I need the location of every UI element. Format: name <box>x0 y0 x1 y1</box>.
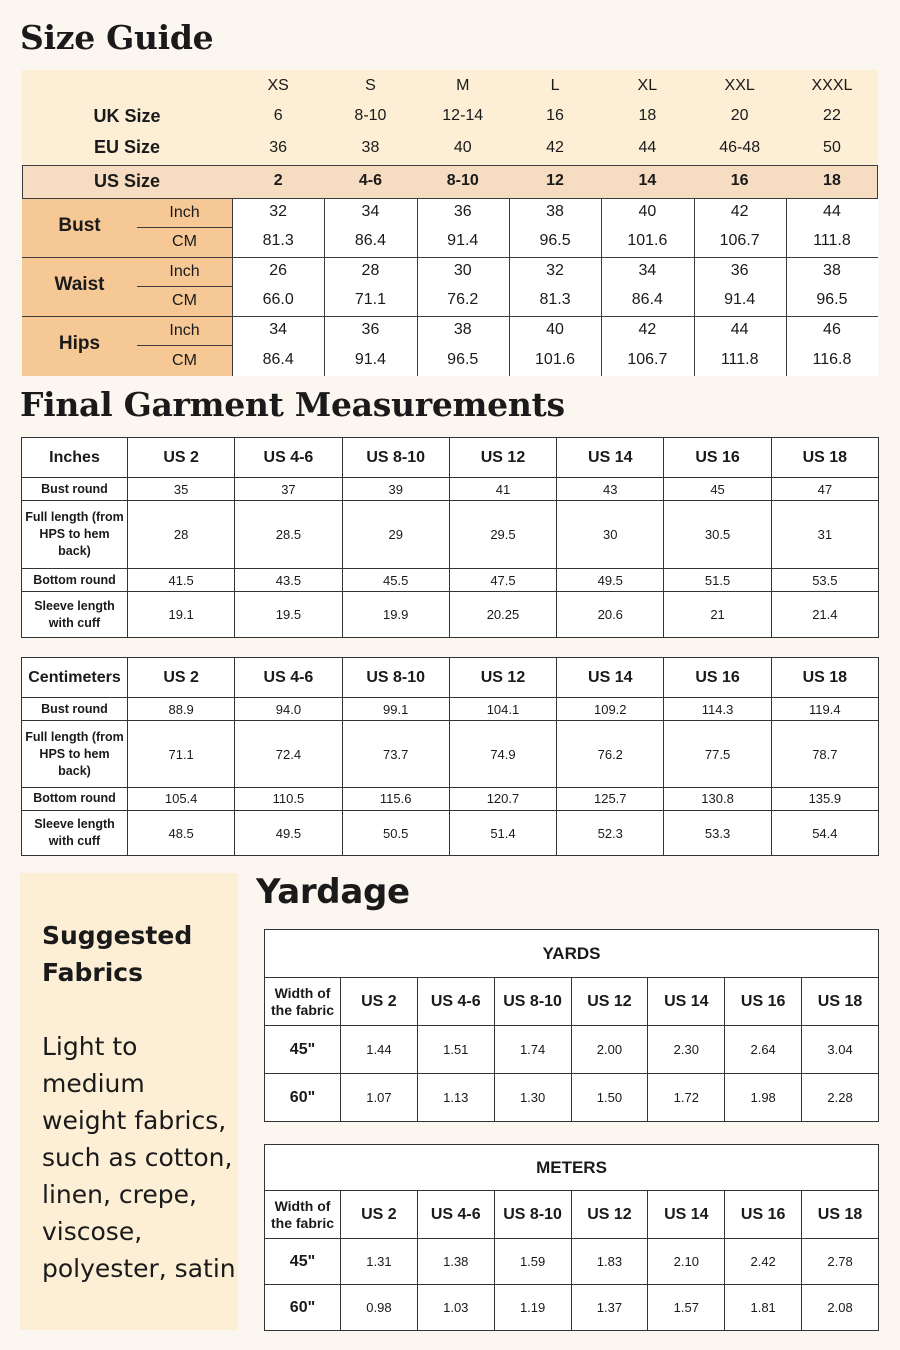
suggested-fabrics-panel <box>20 873 238 1330</box>
measurement-value: 74.9 <box>449 721 556 788</box>
width-of-fabric-line: Width of <box>274 984 331 1001</box>
width-of-fabric-header <box>265 1191 341 1239</box>
size-header: US 2 <box>341 1191 418 1239</box>
measurement-value: 51.5 <box>664 569 771 592</box>
measurement-label <box>22 501 128 569</box>
measurement-value: 53.5 <box>771 569 878 592</box>
final-garment-title: Final Garment Measurements <box>20 385 565 424</box>
yardage-value: 2.78 <box>802 1239 879 1285</box>
grid-line <box>324 199 325 376</box>
measurement-label <box>22 787 128 810</box>
measurement-value: 35 <box>128 478 235 501</box>
inch-measure-cell: 38 <box>453 321 472 338</box>
measurement-label <box>22 569 128 592</box>
fabric-text-line: such as cotton, <box>42 1143 233 1172</box>
measurement-value: 30.5 <box>664 501 771 569</box>
size-header: US 4-6 <box>417 978 494 1026</box>
table-row <box>22 721 879 788</box>
grid-line <box>601 199 602 376</box>
measurement-value: 76.2 <box>557 721 664 788</box>
measurement-value: 20.6 <box>557 592 664 638</box>
caption-row <box>265 1145 879 1191</box>
measurement-label-line: Bust round <box>41 481 108 496</box>
final-inches-table <box>21 437 879 638</box>
inch-measure-cell: 44 <box>823 203 841 220</box>
yardage-value: 1.38 <box>417 1239 494 1285</box>
uk-size-cell: 8-10 <box>354 107 387 124</box>
cm-measure-cell: 81.3 <box>539 291 571 308</box>
size-header: US 14 <box>648 1191 725 1239</box>
size-header: US 16 <box>725 1191 802 1239</box>
yardage-value: 1.13 <box>417 1074 494 1122</box>
size-header: US 12 <box>571 978 648 1026</box>
cm-measure-cell: 66.0 <box>262 291 294 308</box>
table-row <box>22 592 879 638</box>
us-size-label: US Size <box>93 171 161 191</box>
us-size-cell: 2 <box>273 172 283 189</box>
bust-label: Bust <box>58 215 101 236</box>
inch-measure-cell: 32 <box>546 262 564 279</box>
measurement-value: 48.5 <box>128 811 235 856</box>
yardage-value: 1.72 <box>648 1074 725 1122</box>
uk-size-cell: 20 <box>730 107 749 124</box>
fabric-text-line: medium <box>42 1069 145 1098</box>
inch-measure-cell: 44 <box>730 321 749 338</box>
size-letter-cell: L <box>550 77 560 94</box>
measurement-value: 41.5 <box>128 569 235 592</box>
measurement-value: 39 <box>342 478 449 501</box>
header-row <box>22 438 879 478</box>
measurement-value: 54.4 <box>771 811 878 856</box>
suggested-fabrics-title-line: Suggested <box>42 921 193 950</box>
us-size-cell: 4-6 <box>358 172 382 189</box>
cm-measure-cell: 86.4 <box>262 351 294 368</box>
table-row <box>265 1074 879 1122</box>
measurement-value: 78.7 <box>771 721 878 788</box>
inch-measure-cell: 36 <box>730 262 749 279</box>
eu-size-cell: 46-48 <box>719 139 761 156</box>
size-header: US 18 <box>771 438 878 478</box>
size-letter-cell: XL <box>637 77 658 94</box>
measurement-label <box>22 478 128 501</box>
size-header: US 18 <box>802 978 879 1026</box>
header-row <box>265 1191 879 1239</box>
measurement-value: 45 <box>664 478 771 501</box>
yardage-value: 1.57 <box>648 1285 725 1331</box>
measurement-label-line: Bottom round <box>33 572 116 587</box>
measurement-label-line: with cuff <box>48 615 101 630</box>
size-header: US 14 <box>557 658 664 698</box>
size-letter-cell: M <box>456 77 470 94</box>
measurement-value: 49.5 <box>557 569 664 592</box>
grid-line <box>137 227 232 228</box>
table-row <box>22 811 879 856</box>
size-header: US 12 <box>571 1191 648 1239</box>
measurement-value: 77.5 <box>664 721 771 788</box>
measurement-value: 31 <box>771 501 878 569</box>
measurement-value: 125.7 <box>557 787 664 810</box>
measurement-value: 45.5 <box>342 569 449 592</box>
size-letter-cell: XS <box>267 77 289 94</box>
size-header: US 4-6 <box>235 658 342 698</box>
cm-measure-cell: 111.8 <box>720 351 759 368</box>
size-header: US 4-6 <box>235 438 342 478</box>
yardage-value: 1.51 <box>417 1026 494 1074</box>
suggested-fabrics-title <box>42 917 232 991</box>
table-row <box>265 1026 879 1074</box>
measurement-value: 21 <box>664 592 771 638</box>
cm-measure-cell: 71.1 <box>354 291 387 308</box>
measurement-value: 43.5 <box>235 569 342 592</box>
inch-measure-cell: 32 <box>269 203 288 220</box>
grid-line <box>232 316 878 317</box>
yardage-value: 2.42 <box>725 1239 802 1285</box>
inch-measure-cell: 42 <box>638 321 657 338</box>
measurement-value: 105.4 <box>128 787 235 810</box>
table-row <box>22 787 879 810</box>
measurement-value: 73.7 <box>342 721 449 788</box>
eu-size-cell: 38 <box>361 139 380 156</box>
size-header: US 2 <box>128 438 235 478</box>
cm-measure-cell: 76.2 <box>447 291 479 308</box>
width-of-fabric-line: the fabric <box>270 1214 334 1231</box>
measurement-value: 135.9 <box>771 787 878 810</box>
cm-measure-cell: 91.4 <box>447 232 479 249</box>
cm-measure-cell: 81.3 <box>262 232 294 249</box>
size-header: US 14 <box>648 978 725 1026</box>
inch-measure-cell: 34 <box>361 203 380 220</box>
bust-inch-label: Inch <box>169 204 200 221</box>
measurement-value: 130.8 <box>664 787 771 810</box>
yardage-value: 1.81 <box>725 1285 802 1331</box>
inch-measure-cell: 34 <box>638 262 657 279</box>
measurement-label-line: Full length (from <box>25 729 124 744</box>
suggested-fabrics-title-line: Fabrics <box>42 958 143 987</box>
fabric-width-label: 45" <box>265 1239 341 1285</box>
yardage-meters-table <box>264 1144 879 1331</box>
width-of-fabric-header <box>265 978 341 1026</box>
measurement-value: 41 <box>449 478 556 501</box>
yardage-value: 2.08 <box>802 1285 879 1331</box>
measurement-label <box>22 721 128 788</box>
measurement-value: 72.4 <box>235 721 342 788</box>
size-letter-cell: S <box>365 77 376 94</box>
size-header: US 12 <box>449 438 556 478</box>
cm-measure-cell: 111.8 <box>813 232 851 249</box>
cm-measure-cell: 91.4 <box>724 291 756 308</box>
inch-measure-cell: 36 <box>453 203 472 220</box>
measurement-label-line: Sleeve length <box>34 817 115 831</box>
size-header: US 18 <box>802 1191 879 1239</box>
measurement-value: 19.5 <box>235 592 342 638</box>
table-row <box>265 1285 879 1331</box>
unit-header: Centimeters <box>22 658 128 698</box>
yardage-value: 1.37 <box>571 1285 648 1331</box>
eu-size-cell: 42 <box>546 139 564 156</box>
us-size-cell: 12 <box>546 172 564 189</box>
us-size-cell: 14 <box>638 172 657 189</box>
measurement-value: 19.9 <box>342 592 449 638</box>
cm-measure-cell: 96.5 <box>816 291 848 308</box>
size-header: US 2 <box>128 658 235 698</box>
yardage-value: 1.83 <box>571 1239 648 1285</box>
inch-measure-cell: 28 <box>361 262 380 279</box>
yardage-value: 1.74 <box>494 1026 571 1074</box>
width-of-fabric-line: Width of <box>274 1197 331 1214</box>
cm-measure-cell: 101.6 <box>627 232 668 249</box>
measurement-value: 19.1 <box>128 592 235 638</box>
uk-size-cell: 6 <box>273 107 283 124</box>
us-size-cell: 18 <box>823 172 841 189</box>
table-row <box>22 569 879 592</box>
yardage-value: 1.59 <box>494 1239 571 1285</box>
eu-size-label: EU Size <box>93 137 161 157</box>
fabric-text-line: viscose, <box>42 1217 143 1246</box>
measurement-value: 30 <box>557 501 664 569</box>
measurement-label-line: HPS to hem back) <box>39 746 110 778</box>
measurement-value: 28.5 <box>235 501 342 569</box>
uk-size-cell: 16 <box>546 107 564 124</box>
header-row <box>22 658 879 698</box>
size-header: US 16 <box>664 438 771 478</box>
cm-measure-cell: 101.6 <box>535 351 576 368</box>
measurement-label <box>22 592 128 638</box>
hips-label: Hips <box>58 333 101 354</box>
bust-cm-label: CM <box>172 233 197 250</box>
inch-measure-cell: 36 <box>361 321 380 338</box>
uk-size-label: UK Size <box>93 106 161 126</box>
inch-measure-cell: 26 <box>269 262 288 279</box>
inch-measure-cell: 30 <box>453 262 472 279</box>
size-header: US 8-10 <box>342 658 449 698</box>
measurement-value: 53.3 <box>664 811 771 856</box>
measurement-label-line: Bottom round <box>33 791 116 806</box>
waist-label: Waist <box>54 274 105 295</box>
measurement-value: 115.6 <box>342 787 449 810</box>
yardage-value: 2.28 <box>802 1074 879 1122</box>
fabric-text-line: Light to <box>42 1032 138 1061</box>
measurement-value: 47.5 <box>449 569 556 592</box>
yardage-value: 2.00 <box>571 1026 648 1074</box>
inch-measure-cell: 38 <box>546 203 564 220</box>
table-row <box>22 478 879 501</box>
fabric-width-label: 60" <box>265 1074 341 1122</box>
table-caption: METERS <box>265 1145 879 1191</box>
inch-measure-cell: 38 <box>823 262 841 279</box>
uk-size-cell: 12-14 <box>442 107 484 124</box>
measurement-value: 52.3 <box>557 811 664 856</box>
measurement-value: 21.4 <box>771 592 878 638</box>
yardage-value: 1.44 <box>341 1026 418 1074</box>
eu-size-cell: 44 <box>638 139 657 156</box>
inch-measure-cell: 42 <box>730 203 749 220</box>
eu-size-cell: 40 <box>453 139 472 156</box>
grid-line <box>786 199 787 376</box>
fabric-width-label: 60" <box>265 1285 341 1331</box>
grid-line <box>232 257 878 258</box>
table-row <box>22 698 879 721</box>
size-guide-table <box>22 70 878 376</box>
cm-measure-cell: 106.7 <box>627 351 668 368</box>
final-centimeters-table <box>21 657 879 856</box>
measurement-value: 104.1 <box>449 698 556 721</box>
measurement-value: 47 <box>771 478 878 501</box>
measurement-value: 120.7 <box>449 787 556 810</box>
cm-measure-cell: 86.4 <box>354 232 387 249</box>
cm-measure-cell: 96.5 <box>539 232 571 249</box>
measurement-value: 29 <box>342 501 449 569</box>
size-header: US 4-6 <box>417 1191 494 1239</box>
grid-line <box>417 199 418 376</box>
yardage-value: 3.04 <box>802 1026 879 1074</box>
size-header: US 18 <box>771 658 878 698</box>
measurement-value: 94.0 <box>235 698 342 721</box>
grid-line <box>232 199 233 376</box>
table-row <box>22 501 879 569</box>
cm-measure-cell: 91.4 <box>354 351 387 368</box>
cm-measure-cell: 86.4 <box>631 291 663 308</box>
size-letter-cell: XXL <box>724 77 755 94</box>
measurement-value: 114.3 <box>664 698 771 721</box>
grid-line <box>509 199 510 376</box>
measurement-value: 28 <box>128 501 235 569</box>
fabric-text-line: weight fabrics, <box>42 1106 227 1135</box>
table-caption: YARDS <box>265 930 879 978</box>
grid-line <box>22 257 232 258</box>
size-header: US 12 <box>449 658 556 698</box>
eu-size-cell: 50 <box>823 139 841 156</box>
measurement-label-line: with cuff <box>48 834 101 848</box>
yardage-value: 1.31 <box>341 1239 418 1285</box>
measurement-value: 51.4 <box>449 811 556 856</box>
inch-measure-cell: 34 <box>269 321 288 338</box>
measurement-label-line: Bust round <box>41 701 108 716</box>
unit-header: Inches <box>22 438 128 478</box>
fabric-text-line: linen, crepe, <box>42 1180 197 1209</box>
measurement-value: 119.4 <box>771 698 878 721</box>
yardage-value: 1.98 <box>725 1074 802 1122</box>
inch-measure-cell: 40 <box>546 321 564 338</box>
table-row <box>265 1239 879 1285</box>
size-header: US 8-10 <box>494 1191 571 1239</box>
measurement-label <box>22 811 128 856</box>
fabric-text-line: polyester, satin <box>42 1254 236 1283</box>
us-size-cell: 16 <box>730 172 749 189</box>
size-header: US 14 <box>557 438 664 478</box>
size-header: US 8-10 <box>342 438 449 478</box>
yardage-value: 1.50 <box>571 1074 648 1122</box>
measurement-value: 88.9 <box>128 698 235 721</box>
inch-measure-cell: 40 <box>638 203 657 220</box>
inch-measure-cell: 46 <box>823 321 841 338</box>
yardage-value: 1.30 <box>494 1074 571 1122</box>
grid-line <box>22 316 232 317</box>
yardage-value: 2.10 <box>648 1239 725 1285</box>
measurement-value: 20.25 <box>449 592 556 638</box>
size-header: US 8-10 <box>494 978 571 1026</box>
caption-row <box>265 930 879 978</box>
measurement-label-line: HPS to hem back) <box>39 527 110 559</box>
hips-inch-label: Inch <box>169 322 200 339</box>
size-letter-cell: XXXL <box>811 77 853 94</box>
measurement-value: 109.2 <box>557 698 664 721</box>
measurement-value: 71.1 <box>128 721 235 788</box>
grid-line <box>137 286 232 287</box>
yardage-value: 0.98 <box>341 1285 418 1331</box>
yardage-value: 2.64 <box>725 1026 802 1074</box>
us-size-cell: 8-10 <box>446 172 479 189</box>
grid-line <box>137 345 232 346</box>
width-of-fabric-line: the fabric <box>270 1001 334 1018</box>
measurement-value: 37 <box>235 478 342 501</box>
measurement-label <box>22 698 128 721</box>
yardage-value: 1.07 <box>341 1074 418 1122</box>
measurement-label-line: Full length (from <box>25 510 124 525</box>
uk-size-cell: 22 <box>823 107 841 124</box>
measurement-value: 110.5 <box>235 787 342 810</box>
size-header: US 2 <box>341 978 418 1026</box>
size-header: US 16 <box>725 978 802 1026</box>
cm-measure-cell: 96.5 <box>447 351 479 368</box>
measurement-value: 43 <box>557 478 664 501</box>
measurement-value: 49.5 <box>235 811 342 856</box>
yardage-value: 2.30 <box>648 1026 725 1074</box>
suggested-fabrics-text <box>42 1028 238 1287</box>
fabric-width-label: 45" <box>265 1026 341 1074</box>
waist-inch-label: Inch <box>169 263 200 280</box>
uk-size-cell: 18 <box>638 107 657 124</box>
measurement-value: 29.5 <box>449 501 556 569</box>
eu-size-cell: 36 <box>269 139 288 156</box>
size-guide-title: Size Guide <box>20 18 214 57</box>
yardage-value: 1.19 <box>494 1285 571 1331</box>
yardage-value: 1.03 <box>417 1285 494 1331</box>
hips-cm-label: CM <box>172 352 197 369</box>
size-header: US 16 <box>664 658 771 698</box>
header-row <box>265 978 879 1026</box>
measurement-value: 50.5 <box>342 811 449 856</box>
cm-measure-cell: 106.7 <box>719 232 760 249</box>
measurement-value: 99.1 <box>342 698 449 721</box>
yardage-title: Yardage <box>256 872 410 912</box>
waist-cm-label: CM <box>172 292 197 309</box>
cm-measure-cell: 116.8 <box>812 351 852 368</box>
measurement-label-line: Sleeve length <box>34 598 115 613</box>
grid-line <box>694 199 695 376</box>
yardage-yards-table <box>264 929 879 1122</box>
